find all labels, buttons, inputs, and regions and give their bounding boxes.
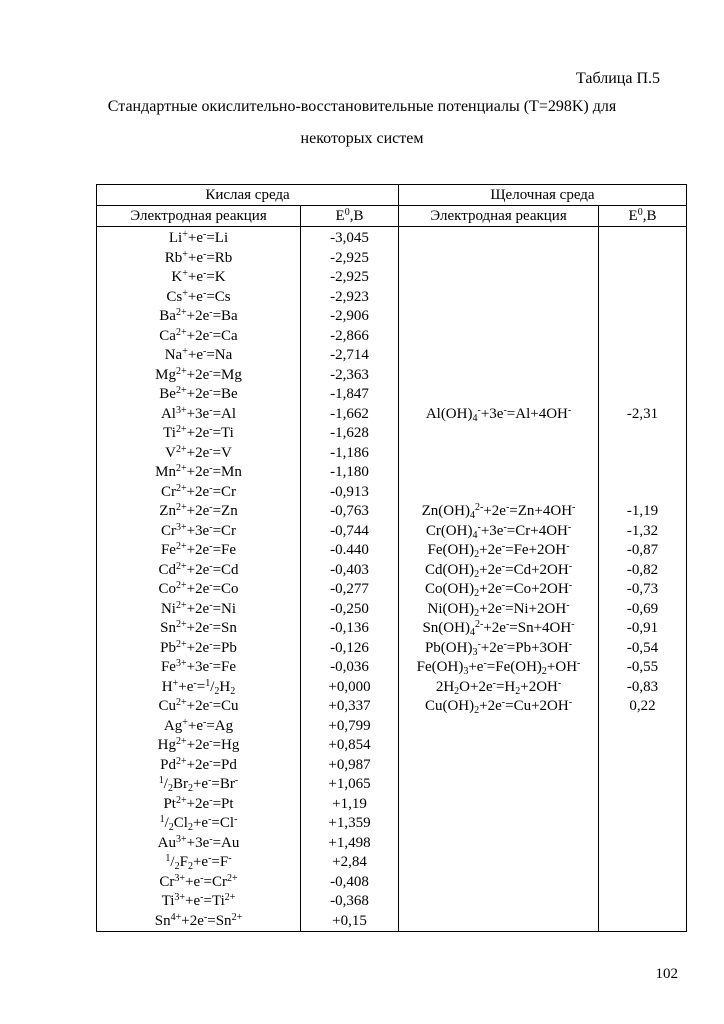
empty-cell xyxy=(401,307,596,327)
acid-reaction: Na++e-=Na xyxy=(164,346,233,363)
acid-reaction: $Hg^{2+}+2e^-=Hg$ xyxy=(157,736,240,753)
empty-cell xyxy=(401,483,596,503)
empty-cell xyxy=(401,346,596,366)
acid-medium-header: Кислая среда xyxy=(97,185,399,206)
alkaline-potential: -0,55 xyxy=(626,659,659,675)
alkaline-reaction: $Cu(OH)_2+2e^-=Cu+2OH^-$ xyxy=(424,697,573,716)
acid-potential: -1,847 xyxy=(330,386,369,402)
table-title-line-1: Стандартные окислительно-восстановительные потенциалы (T=298K) для xyxy=(107,98,617,115)
acid-potential-column xyxy=(301,227,399,932)
alkaline-potential-column xyxy=(599,227,687,932)
alkaline-potential: -0,91 xyxy=(626,620,659,636)
empty-cell xyxy=(401,775,596,795)
acid-reaction: Li++e-=Li xyxy=(168,229,229,246)
alkaline-potential: -2,31 xyxy=(626,405,659,422)
empty-cell xyxy=(401,288,596,308)
table-title-line-2: некоторых систем xyxy=(300,130,424,147)
empty-cell xyxy=(601,892,684,912)
empty-cell xyxy=(401,385,596,405)
empty-cell xyxy=(601,444,684,464)
empty-cell xyxy=(401,463,596,483)
alkaline-potential: -1,32 xyxy=(626,522,659,539)
acid-reaction: $Sn^{2+}+2e^-=Sn$ xyxy=(160,619,237,636)
empty-cell xyxy=(601,736,684,756)
acid-reaction: K++e-=K xyxy=(171,268,226,285)
acid-reaction: $Ca^{2+}+2e^-=Ca$ xyxy=(159,326,238,344)
acid-reaction: $V^{2+}+2e^-=V$ xyxy=(165,443,232,461)
acid-reaction: $^1/_2Br_2+e^-=Br^-$ xyxy=(158,775,239,794)
alkaline-potential: -0,82 xyxy=(626,561,659,578)
empty-cell xyxy=(601,775,684,795)
alkaline-reaction: $2H_2O+2e^-=H_2+2OH^-$ xyxy=(435,677,562,697)
acid-potential: -2,363 xyxy=(330,366,369,383)
alkaline-reaction: $Zn(OH)_4^{2-}+2e^-=Zn+4OH^-$ xyxy=(421,502,576,521)
empty-cell xyxy=(401,795,596,815)
acid-reaction: $Pb^{2+}+2e^-=Pb$ xyxy=(160,638,237,656)
alkaline-potential: -0,54 xyxy=(626,639,659,656)
acid-reaction: $Mg^{2+}+2e^-=Mg$ xyxy=(155,365,242,383)
acid-potential: -0,408 xyxy=(330,873,369,890)
acid-potential: +0,000 xyxy=(328,678,371,695)
acid-potential: -2,923 xyxy=(330,288,369,305)
acid-potential: -0,036 xyxy=(330,659,369,675)
empty-cell xyxy=(401,736,596,756)
empty-cell xyxy=(601,463,684,483)
acid-potential-column-header: $E^0,В$ xyxy=(301,206,399,227)
acid-potential: -1,180 xyxy=(330,464,369,480)
table-body-row xyxy=(97,227,687,932)
empty-cell xyxy=(601,327,684,347)
table-header-column-row xyxy=(97,206,687,227)
table-header-group-row xyxy=(97,185,687,206)
acid-reaction: $Cr^{3+}+e^-=Cr^{2+}$ xyxy=(159,872,238,890)
empty-cell xyxy=(601,249,684,269)
empty-cell xyxy=(601,756,684,776)
alkaline-potential: -0,73 xyxy=(626,581,659,597)
acid-reaction: $Zn^{2+}+2e^-=Zn$ xyxy=(159,502,238,519)
alkaline-medium-header: Щелочная среда xyxy=(399,185,687,206)
acid-potential: -0,403 xyxy=(330,561,369,578)
empty-cell xyxy=(401,814,596,834)
acid-potential: +1,498 xyxy=(328,834,371,851)
acid-potential: -2,906 xyxy=(330,308,369,324)
empty-cell xyxy=(601,288,684,308)
acid-potential: +2,84 xyxy=(332,854,367,870)
acid-potential: -2,925 xyxy=(330,249,369,266)
alkaline-potential-column-header: $E^0,В$ xyxy=(599,206,687,227)
empty-cell xyxy=(401,717,596,737)
acid-potential: -0,136 xyxy=(330,620,369,636)
acid-reaction: $Cd^{2+}+2e^-=Cd$ xyxy=(158,560,239,578)
empty-cell xyxy=(601,307,684,327)
empty-cell xyxy=(601,346,684,366)
empty-cell xyxy=(401,249,596,269)
acid-reaction: $H^++e^-=^1/_2H_2$ xyxy=(161,677,236,697)
alkaline-potential: -1,19 xyxy=(626,503,659,519)
acid-reaction: Ag++e-=Ag xyxy=(163,716,234,734)
acid-potential: +1,065 xyxy=(328,776,371,792)
acid-potential: -0,277 xyxy=(330,581,369,597)
acid-potential: -1,662 xyxy=(330,405,369,422)
alkaline-reaction-column-header: Электродная реакция xyxy=(399,206,599,227)
empty-cell xyxy=(401,424,596,444)
alkaline-reaction: $Ni(OH)_2+2e^-=Ni+2OH^-$ xyxy=(427,599,570,619)
empty-cell xyxy=(601,873,684,893)
acid-reaction: $^1/_2F_2+e^-=F^-$ xyxy=(165,853,232,872)
acid-reaction: $Sn^{4+}+2e^-=Sn^{2+}$ xyxy=(154,911,243,929)
empty-cell xyxy=(601,385,684,405)
empty-cell xyxy=(601,853,684,873)
empty-cell xyxy=(601,912,684,932)
empty-cell xyxy=(601,424,684,444)
empty-cell xyxy=(601,229,684,249)
acid-reaction-column xyxy=(97,227,301,932)
acid-potential: -3,045 xyxy=(330,230,369,246)
acid-reaction: $Ba^{2+}+2e^-=Ba$ xyxy=(159,307,238,324)
acid-reaction-column-header: Электродная реакция xyxy=(97,206,301,227)
empty-cell xyxy=(401,756,596,776)
empty-cell xyxy=(401,366,596,386)
acid-reaction: $Au^{3+}+3e^-=Au$ xyxy=(157,833,240,851)
empty-cell xyxy=(401,912,596,932)
alkaline-potential: -0,83 xyxy=(626,678,659,695)
empty-cell xyxy=(601,814,684,834)
acid-potential: -2,866 xyxy=(330,327,369,344)
acid-reaction: $Cu^{2+}+2e^-=Cu$ xyxy=(158,697,239,714)
acid-potential: +0,337 xyxy=(328,698,371,714)
empty-cell xyxy=(401,892,596,912)
acid-reaction: $^1/_2Cl_2+e^-=Cl^-$ xyxy=(159,814,238,833)
alkaline-potential: 0,22 xyxy=(629,698,656,714)
acid-potential: +0,799 xyxy=(328,717,371,734)
alkaline-potential: -0,69 xyxy=(626,600,659,617)
acid-reaction: $Pd^{2+}+2e^-=Pd$ xyxy=(160,755,237,773)
acid-potential: +0,987 xyxy=(328,756,371,773)
acid-reaction: $Fe^{2+}+2e^-=Fe$ xyxy=(160,541,237,558)
acid-potential: -0,250 xyxy=(330,600,369,617)
acid-reaction: $Mn^{2+}+2e^-=Mn$ xyxy=(155,463,242,480)
acid-potential: -0,368 xyxy=(330,893,369,909)
acid-potential: +0,854 xyxy=(328,737,371,753)
acid-potential: +1,19 xyxy=(332,795,367,812)
acid-reaction: $Pt^{2+}+2e^-=Pt$ xyxy=(163,794,234,812)
empty-cell xyxy=(401,444,596,464)
acid-potential: -0,913 xyxy=(330,483,369,500)
alkaline-reaction: $Co(OH)_2+2e^-=Co+2OH^-$ xyxy=(424,580,573,599)
alkaline-reaction: $Cr(OH)_4^-+3e^-=Cr+4OH^-$ xyxy=(425,521,572,541)
empty-cell xyxy=(401,327,596,347)
acid-reaction: $Cr^{3+}+3e^-=Cr$ xyxy=(160,521,237,539)
alkaline-reaction: $Sn(OH)_4^{2-}+2e^-=Sn+4OH^-$ xyxy=(422,619,575,638)
empty-cell xyxy=(601,717,684,737)
page-number: 102 xyxy=(655,966,678,982)
acid-reaction: $Be^{2+}+2e^-=Be$ xyxy=(159,385,238,402)
empty-cell xyxy=(601,483,684,503)
empty-cell xyxy=(601,268,684,288)
empty-cell xyxy=(401,834,596,854)
empty-cell xyxy=(401,229,596,249)
table-label: Таблица П.5 xyxy=(576,70,660,87)
acid-potential: -2,714 xyxy=(330,347,369,363)
acid-reaction: $Fe^{3+}+3e^-=Fe$ xyxy=(160,658,237,675)
alkaline-reaction: $Pb(OH)_3^-+2e^-=Pb+3OH^-$ xyxy=(424,638,573,658)
alkaline-reaction: $Al(OH)_4^-+3e^-=Al+4OH^-$ xyxy=(425,404,572,424)
alkaline-potential: -0,87 xyxy=(626,542,659,558)
acid-potential: -0.440 xyxy=(330,542,369,558)
alkaline-reaction: $Fe(OH)_2+2e^-=Fe+2OH^-$ xyxy=(427,541,570,560)
acid-potential: -0,126 xyxy=(330,639,369,656)
alkaline-reaction: $Fe(OH)_3+e^-=Fe(OH)_2+OH^-$ xyxy=(416,658,581,677)
acid-potential: -1,186 xyxy=(330,444,369,461)
empty-cell xyxy=(401,873,596,893)
acid-reaction: $Co^{2+}+2e^-=Co$ xyxy=(158,580,239,597)
acid-reaction: $Ti^{3+}+e^-=Ti^{2+}$ xyxy=(161,892,236,909)
empty-cell xyxy=(401,853,596,873)
acid-potential: +0,15 xyxy=(332,912,367,929)
acid-reaction: $Ni^{2+}+2e^-=Ni$ xyxy=(160,599,237,617)
acid-reaction: Rb++e-=Rb xyxy=(164,248,233,266)
acid-potential: -2,925 xyxy=(330,269,369,285)
acid-reaction: $Cr^{2+}+2e^-=Cr$ xyxy=(160,482,237,500)
acid-potential: -0,763 xyxy=(330,503,369,519)
acid-potential: +1,359 xyxy=(328,815,371,831)
empty-cell xyxy=(401,268,596,288)
acid-potential: -0,744 xyxy=(330,522,369,539)
alkaline-reaction: $Cd(OH)_2+2e^-=Cd+2OH^-$ xyxy=(424,560,573,580)
potentials-table xyxy=(96,184,687,932)
empty-cell xyxy=(601,795,684,815)
acid-reaction: $Al^{3+}+3e^-=Al$ xyxy=(160,404,237,422)
alkaline-reaction-column xyxy=(399,227,599,932)
empty-cell xyxy=(601,366,684,386)
acid-potential: -1,628 xyxy=(330,425,369,441)
acid-reaction: $Ti^{2+}+2e^-=Ti$ xyxy=(163,424,234,441)
empty-cell xyxy=(601,834,684,854)
acid-reaction: Cs++e-=Cs xyxy=(166,287,231,305)
